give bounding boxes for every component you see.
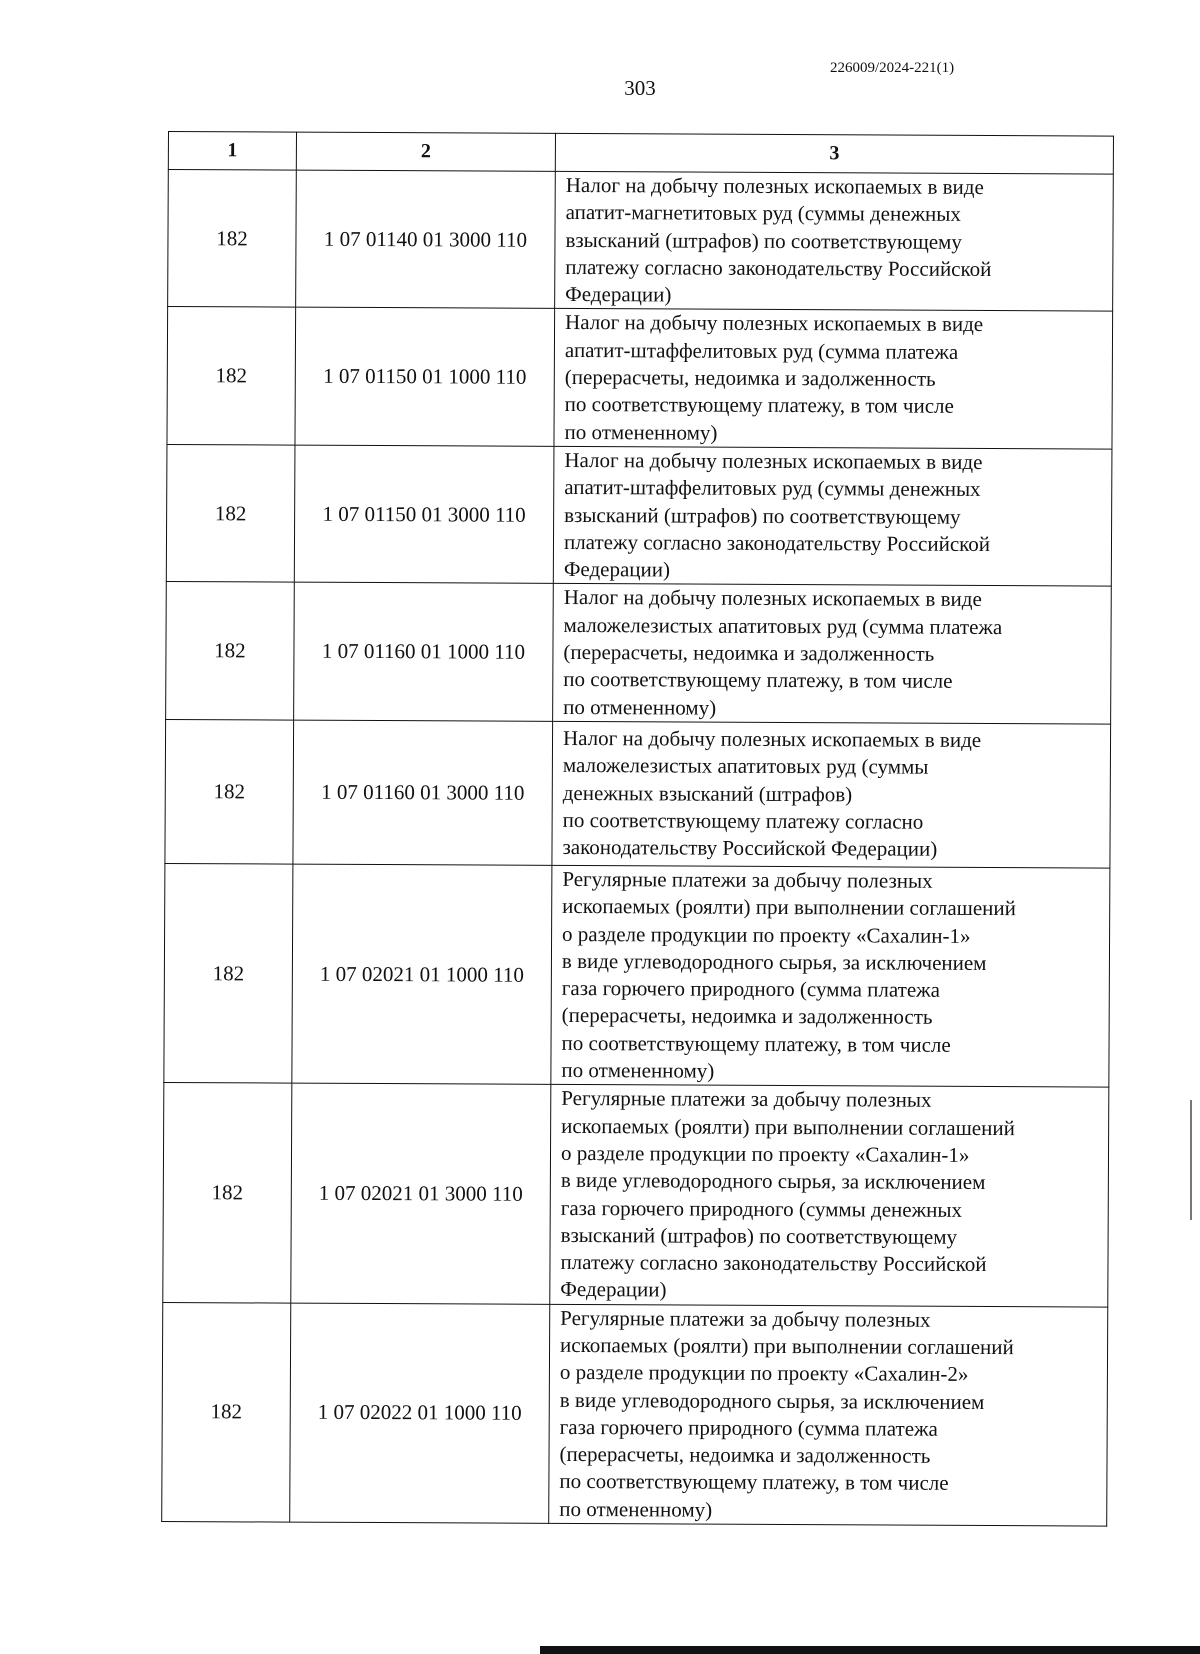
description-line: платежу согласно законодательству Российской	[563, 529, 991, 556]
description-cell	[555, 171, 1114, 311]
description-line: по отмененному)	[563, 694, 717, 720]
budget-classification-code-cell: 1 07 01150 01 3000 110	[294, 445, 554, 584]
description-line: газа горючего природного (сумма платежа	[561, 976, 941, 1002]
description-cell	[550, 1085, 1109, 1307]
description-line: газа горючего природного (суммы денежных	[560, 1195, 963, 1222]
admin-code-cell: 182	[167, 307, 296, 445]
description-line: в виде углеводородного сырья, за исключением	[561, 948, 987, 975]
description-cell	[552, 721, 1111, 868]
description-line: по отмененному)	[559, 1496, 713, 1522]
description-cell	[549, 1304, 1108, 1526]
description-line: взысканий (штрафов) по соответствующему	[564, 502, 961, 529]
description-line: газа горючего природного (сумма платежа	[559, 1414, 938, 1441]
description-line: Федерации)	[563, 557, 671, 582]
description-line: апатит-магнетитовых руд (суммы денежных	[565, 200, 962, 227]
description-cell	[553, 584, 1112, 724]
table-row	[166, 444, 1112, 586]
description-line: по отмененному)	[561, 1057, 715, 1083]
description-line: (перерасчеты, недоимка и задолженность	[564, 365, 936, 391]
description-line: платежу согласно законодательству Российской	[560, 1250, 987, 1277]
table-row	[163, 1083, 1109, 1307]
description-line: апатит-штаффелитовых руд (суммы денежных	[564, 475, 981, 502]
column-header-3: 3	[555, 133, 1113, 174]
admin-code-cell: 182	[166, 582, 295, 720]
table-row	[166, 582, 1112, 724]
budget-classification-code-cell: 1 07 01160 01 3000 110	[293, 720, 553, 865]
description-line: Налог на добычу полезных ископаемых в виде	[563, 585, 982, 612]
table-row	[167, 307, 1113, 449]
budget-codes-table	[161, 131, 1114, 1527]
description-line: о разделе продукции по проекту «Сахалин-1»	[562, 921, 971, 948]
admin-code-cell: 182	[164, 863, 293, 1083]
table-row	[168, 170, 1114, 312]
admin-code-cell: 182	[162, 1302, 291, 1522]
budget-classification-code-cell: 1 07 02021 01 3000 110	[291, 1083, 551, 1304]
description-line: по соответствующему платежу, в том числе	[563, 667, 953, 694]
budget-classification-code-cell: 1 07 02021 01 1000 110	[292, 864, 552, 1085]
description-line: по соответствующему платежу, в том числе	[561, 1030, 951, 1057]
description-line: Налог на добычу полезных ископаемых в виде	[565, 310, 984, 337]
description-line: апатит-штаффелитовых руд (сумма платежа	[564, 337, 959, 364]
column-header-1: 1	[168, 132, 296, 171]
description-cell	[551, 865, 1110, 1087]
description-line: по соответствующему платежу, в том числе	[564, 392, 954, 419]
admin-code-cell: 182	[163, 1083, 292, 1303]
description-line: ископаемых (роялти) при выполнении соглашений	[562, 894, 1016, 921]
table-row	[162, 1302, 1108, 1526]
description-line: по соответствующему платежу, в том числе	[559, 1469, 949, 1496]
description-line: денежных взысканий (штрафов)	[562, 780, 853, 807]
document-number: 226009/2024-221(1)	[830, 60, 955, 76]
table-body	[162, 170, 1114, 1527]
description-line: Федерации)	[560, 1277, 667, 1302]
scan-margin-mark	[1190, 1100, 1192, 1220]
budget-classification-code-cell: 1 07 01140 01 3000 110	[296, 170, 556, 309]
description-line: Налог на добычу полезных ископаемых в виде	[564, 447, 983, 474]
description-line: маложелезистых апатитовых руд (суммы	[562, 753, 929, 780]
description-line: (перерасчеты, недоимка и задолженность	[561, 1003, 933, 1030]
admin-code-cell: 182	[168, 170, 297, 308]
table-row	[164, 863, 1110, 1087]
description-cell	[553, 446, 1112, 586]
table-row	[165, 719, 1111, 868]
description-line: Налог на добычу полезных ископаемых в виде	[562, 726, 982, 753]
description-cell	[554, 309, 1113, 449]
admin-code-cell: 182	[166, 444, 295, 582]
description-line: взысканий (штрафов) по соответствующему	[565, 227, 962, 254]
description-line: платежу согласно законодательству Российской	[565, 254, 992, 281]
column-header-2: 2	[296, 132, 555, 171]
scan-edge-shadow	[540, 1646, 1200, 1654]
description-line: Регулярные платежи за добычу полезных	[561, 1086, 932, 1113]
budget-classification-code-cell: 1 07 01150 01 1000 110	[295, 308, 555, 447]
admin-code-cell: 182	[165, 719, 294, 864]
description-line: ископаемых (роялти) при выполнении соглашений	[561, 1113, 1015, 1140]
description-line: по отмененному)	[564, 419, 718, 445]
budget-classification-code-cell: 1 07 01160 01 1000 110	[294, 583, 554, 722]
description-line: по соответствующему платежу согласно	[562, 808, 924, 834]
description-line: Регулярные платежи за добычу полезных	[562, 866, 933, 893]
description-line: маложелезистых апатитовых руд (сумма платежа	[563, 612, 1003, 639]
description-line: ископаемых (роялти) при выполнении соглашений	[560, 1332, 1014, 1360]
description-line: Регулярные платежи за добычу полезных	[560, 1305, 931, 1332]
description-line: в виде углеводородного сырья, за исключением	[560, 1168, 986, 1195]
description-line: законодательству Российской Федерации)	[562, 835, 938, 862]
description-line: Налог на добычу полезных ископаемых в виде	[565, 172, 984, 199]
description-line: взысканий (штрафов) по соответствующему	[560, 1222, 958, 1249]
budget-classification-code-cell: 1 07 02022 01 1000 110	[290, 1303, 550, 1524]
description-line: о разделе продукции по проекту «Сахалин-1»	[560, 1140, 970, 1167]
page-number: 303	[624, 76, 656, 100]
description-line: Федерации)	[565, 282, 672, 307]
description-line: о разделе продукции по проекту «Сахалин-2»	[559, 1360, 969, 1387]
description-line: (перерасчеты, недоимка и задолженность	[559, 1442, 931, 1468]
description-line: в виде углеводородного сырья, за исключением	[559, 1387, 985, 1414]
table-header-row	[168, 132, 1113, 175]
description-line: (перерасчеты, недоимка и задолженность	[563, 639, 935, 666]
